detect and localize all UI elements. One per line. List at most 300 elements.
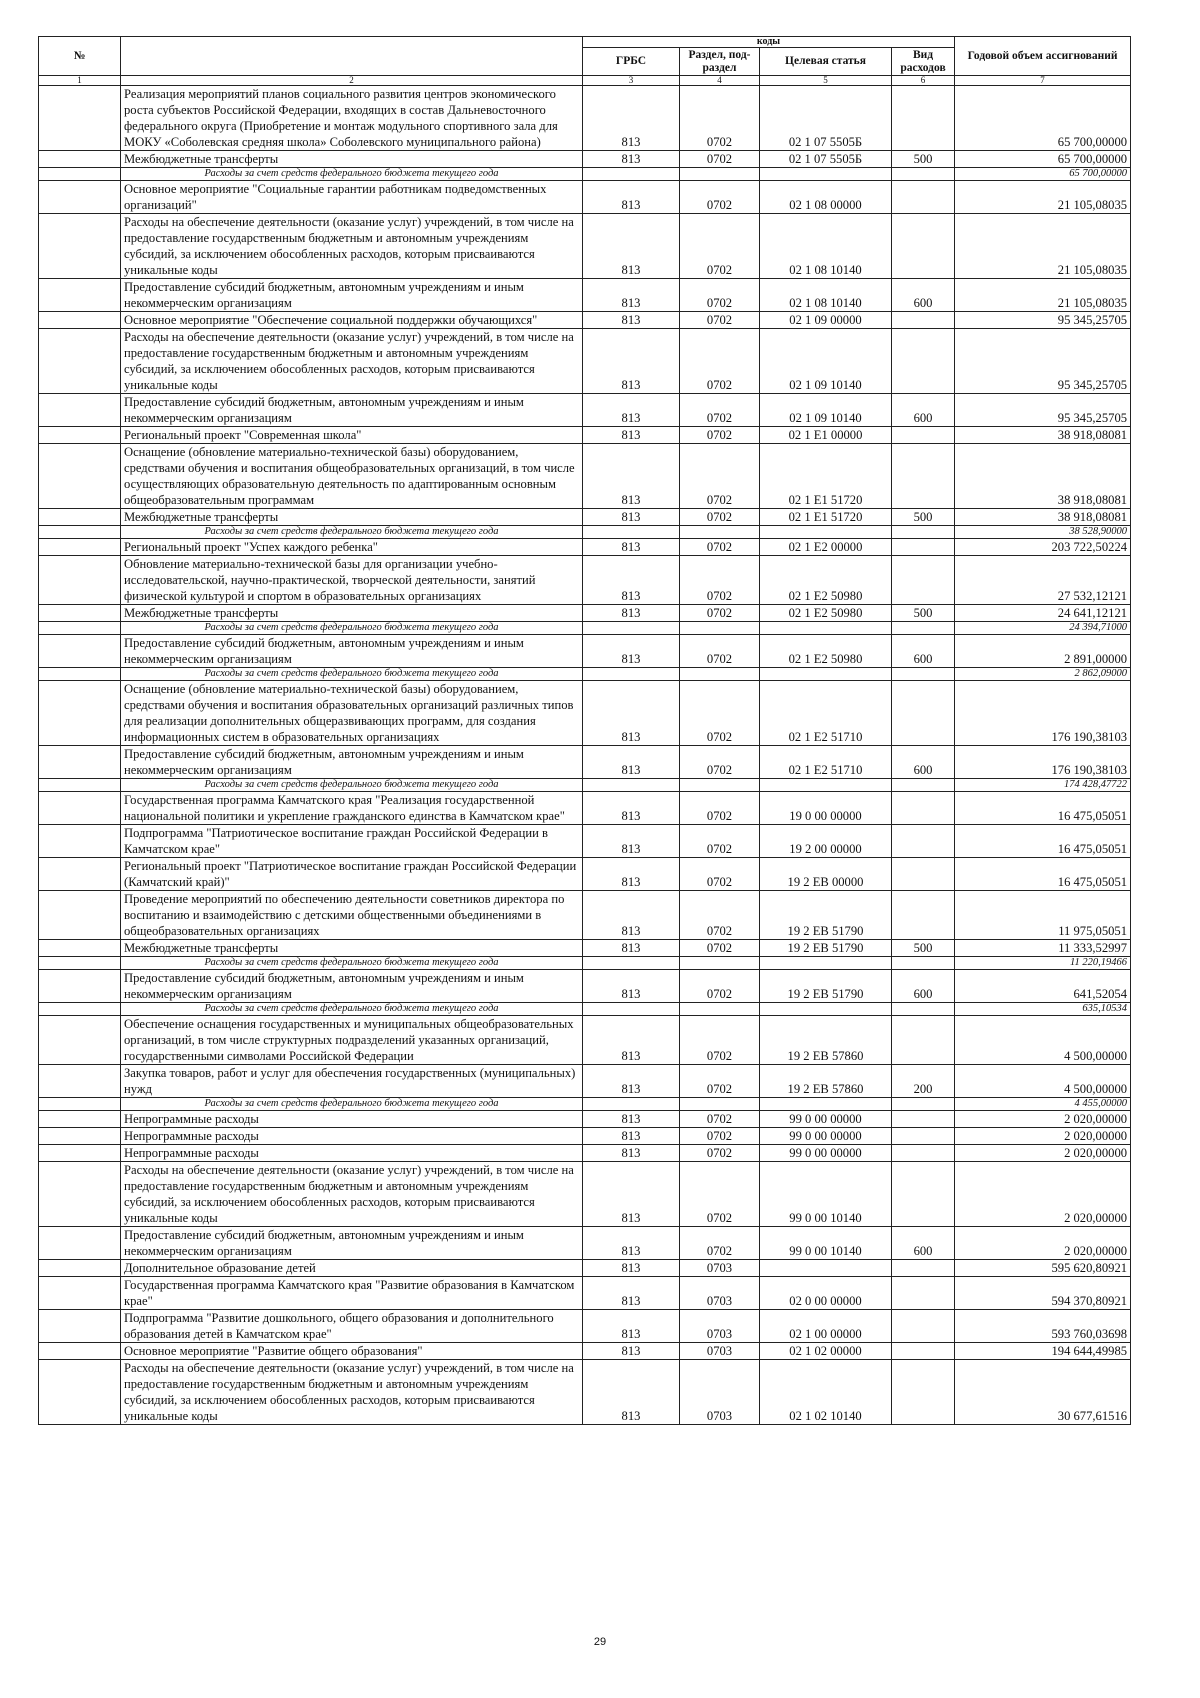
table-row [39,556,1131,605]
vid-cell [892,668,955,681]
grbs-cell [583,957,680,970]
amount-cell: 21 105,08035 [955,214,1131,279]
amount-cell: 11 975,05051 [955,891,1131,940]
razdel-cell: 0702 [680,394,760,427]
subrow-label: Расходы за счет средств федерального бюджета текущего года [121,526,583,539]
row-number-cell [39,509,121,526]
item-name-cell: Основное мероприятие "Обеспечение социальной поддержки обучающихся" [121,312,583,329]
target-cell: 19 2 EB 51790 [760,940,892,957]
subrow-label: Расходы за счет средств федерального бюджета текущего года [121,168,583,181]
vid-cell [892,86,955,151]
target-cell: 99 0 00 00000 [760,1128,892,1145]
row-number-cell [39,1003,121,1016]
row-number-cell [39,181,121,214]
razdel-cell: 0702 [680,509,760,526]
table-row [39,1016,1131,1065]
row-number-cell [39,444,121,509]
grbs-cell: 813 [583,151,680,168]
razdel-cell: 0702 [680,329,760,394]
row-number-cell [39,279,121,312]
razdel-cell: 0702 [680,556,760,605]
row-number-cell [39,635,121,668]
vid-cell: 600 [892,1227,955,1260]
table-subrow [39,1098,1131,1111]
amount-cell: 594 370,80921 [955,1277,1131,1310]
vid-cell [892,1003,955,1016]
amount-cell: 16 475,05051 [955,858,1131,891]
amount-cell: 2 020,00000 [955,1227,1131,1260]
grbs-cell: 813 [583,1111,680,1128]
razdel-cell: 0702 [680,181,760,214]
grbs-cell [583,526,680,539]
razdel-cell: 0702 [680,214,760,279]
grbs-cell: 813 [583,681,680,746]
razdel-cell: 0702 [680,681,760,746]
target-cell: 02 1 E2 51710 [760,746,892,779]
table-row [39,681,1131,746]
razdel-cell: 0702 [680,635,760,668]
header-target: Целевая статья [760,48,892,76]
target-cell: 19 2 EB 51790 [760,970,892,1003]
item-name-cell: Предоставление субсидий бюджетным, автономным учреждениям и иным некоммерческим организациям [121,635,583,668]
grbs-cell: 813 [583,858,680,891]
vid-cell: 500 [892,509,955,526]
target-cell: 19 0 00 00000 [760,792,892,825]
row-number-cell [39,746,121,779]
razdel-cell: 0702 [680,1145,760,1162]
grbs-cell: 813 [583,1227,680,1260]
grbs-cell: 813 [583,1128,680,1145]
item-name-cell: Предоставление субсидий бюджетным, автономным учреждениям и иным некоммерческим организациям [121,970,583,1003]
row-number-cell [39,329,121,394]
item-name-cell: Обеспечение оснащения государственных и муниципальных общеобразовательных организаций, в том числе структурных подразделений указанных организаций, государственными символами Российской Федерации [121,1016,583,1065]
table-row [39,279,1131,312]
vid-cell [892,427,955,444]
table-row [39,539,1131,556]
grbs-cell: 813 [583,444,680,509]
table-row [39,1065,1131,1098]
amount-cell: 16 475,05051 [955,792,1131,825]
grbs-cell [583,779,680,792]
razdel-cell: 0702 [680,1065,760,1098]
vid-cell [892,168,955,181]
target-cell: 02 1 E2 00000 [760,539,892,556]
target-cell: 02 1 08 10140 [760,279,892,312]
vid-cell [892,539,955,556]
grbs-cell: 813 [583,279,680,312]
subrow-label: Расходы за счет средств федерального бюджета текущего года [121,622,583,635]
target-cell: 02 1 09 00000 [760,312,892,329]
vid-cell [892,526,955,539]
table-row [39,86,1131,151]
item-name-cell: Предоставление субсидий бюджетным, автономным учреждениям и иным некоммерческим организациям [121,1227,583,1260]
table-row [39,825,1131,858]
table-row [39,891,1131,940]
row-number-cell [39,1310,121,1343]
vid-cell [892,891,955,940]
razdel-cell: 0702 [680,858,760,891]
amount-cell: 2 891,00000 [955,635,1131,668]
row-number-cell [39,394,121,427]
vid-cell [892,1310,955,1343]
row-number-cell [39,681,121,746]
item-name-cell: Дополнительное образование детей [121,1260,583,1277]
table-row [39,151,1131,168]
table-row [39,1277,1131,1310]
target-cell [760,1003,892,1016]
amount-cell: 24 394,71000 [955,622,1131,635]
razdel-cell: 0703 [680,1260,760,1277]
table-subrow [39,168,1131,181]
header-column-numbers [39,76,1131,86]
target-cell: 02 1 E2 51710 [760,681,892,746]
razdel-cell: 0703 [680,1277,760,1310]
target-cell: 19 2 00 00000 [760,825,892,858]
amount-cell: 65 700,00000 [955,151,1131,168]
amount-cell: 38 528,90000 [955,526,1131,539]
item-name-cell: Непрограммные расходы [121,1128,583,1145]
table-row [39,444,1131,509]
row-number-cell [39,86,121,151]
target-cell: 99 0 00 10140 [760,1227,892,1260]
grbs-cell: 813 [583,1343,680,1360]
grbs-cell: 813 [583,556,680,605]
vid-cell [892,329,955,394]
grbs-cell: 813 [583,312,680,329]
item-name-cell: Оснащение (обновление материально-технической базы) оборудованием, средствами обучения и воспитания общеобразовательных организаций, в том числе осуществляющих образовательную деятельность по адаптированным основным общеобразовательным программам [121,444,583,509]
header-number: № [39,37,121,76]
table-row [39,1343,1131,1360]
grbs-cell: 813 [583,394,680,427]
item-name-cell: Региональный проект "Современная школа" [121,427,583,444]
grbs-cell: 813 [583,746,680,779]
vid-cell [892,444,955,509]
column-number: 4 [680,76,760,86]
razdel-cell: 0702 [680,940,760,957]
row-number-cell [39,1145,121,1162]
table-row [39,1111,1131,1128]
subrow-label: Расходы за счет средств федерального бюджета текущего года [121,1003,583,1016]
razdel-cell: 0702 [680,891,760,940]
amount-cell: 95 345,25705 [955,329,1131,394]
table-row [39,1162,1131,1227]
row-number-cell [39,1277,121,1310]
amount-cell: 176 190,38103 [955,746,1131,779]
row-number-cell [39,622,121,635]
table-body [39,86,1131,1425]
item-name-cell: Расходы на обеспечение деятельности (оказание услуг) учреждений, в том числе на предоставление государственным бюджетным и автономным учреждениям субсидий, за исключением обособленных расходов, которым присваиваются уникальные коды [121,1360,583,1425]
amount-cell: 194 644,49985 [955,1343,1131,1360]
razdel-cell: 0702 [680,1111,760,1128]
target-cell: 02 1 E1 00000 [760,427,892,444]
amount-cell: 38 918,08081 [955,509,1131,526]
budget-table [38,36,1131,1425]
grbs-cell: 813 [583,86,680,151]
vid-cell [892,858,955,891]
razdel-cell: 0703 [680,1310,760,1343]
razdel-cell [680,622,760,635]
table-row [39,605,1131,622]
vid-cell [892,957,955,970]
amount-cell: 2 020,00000 [955,1162,1131,1227]
target-cell: 02 1 09 10140 [760,394,892,427]
row-number-cell [39,970,121,1003]
item-name-cell: Предоставление субсидий бюджетным, автономным учреждениям и иным некоммерческим организациям [121,746,583,779]
target-cell: 02 1 E2 50980 [760,556,892,605]
target-cell: 02 1 08 00000 [760,181,892,214]
target-cell [760,1098,892,1111]
target-cell: 02 1 07 5505Б [760,151,892,168]
amount-cell: 24 641,12121 [955,605,1131,622]
amount-cell: 174 428,47722 [955,779,1131,792]
target-cell: 02 1 02 10140 [760,1360,892,1425]
vid-cell [892,181,955,214]
vid-cell [892,622,955,635]
target-cell: 19 2 EB 00000 [760,858,892,891]
target-cell: 02 1 07 5505Б [760,86,892,151]
table-row [39,509,1131,526]
amount-cell: 641,52054 [955,970,1131,1003]
amount-cell: 16 475,05051 [955,825,1131,858]
vid-cell [892,792,955,825]
target-cell [760,526,892,539]
target-cell: 19 2 EB 57860 [760,1065,892,1098]
item-name-cell: Межбюджетные трансферты [121,940,583,957]
target-cell [760,957,892,970]
amount-cell: 30 677,61516 [955,1360,1131,1425]
grbs-cell [583,622,680,635]
table-row [39,970,1131,1003]
vid-cell: 600 [892,394,955,427]
target-cell: 02 1 E1 51720 [760,444,892,509]
table-row [39,635,1131,668]
amount-cell: 4 500,00000 [955,1065,1131,1098]
vid-cell [892,1360,955,1425]
grbs-cell: 813 [583,1145,680,1162]
vid-cell: 600 [892,970,955,1003]
row-number-cell [39,605,121,622]
vid-cell [892,779,955,792]
razdel-cell: 0702 [680,825,760,858]
target-cell [760,668,892,681]
column-number: 3 [583,76,680,86]
row-number-cell [39,1065,121,1098]
grbs-cell [583,1098,680,1111]
amount-cell: 38 918,08081 [955,444,1131,509]
vid-cell [892,214,955,279]
item-name-cell: Основное мероприятие "Социальные гарантии работникам подведомственных организаций" [121,181,583,214]
amount-cell: 38 918,08081 [955,427,1131,444]
target-cell: 02 1 00 00000 [760,1310,892,1343]
vid-cell: 600 [892,279,955,312]
row-number-cell [39,312,121,329]
vid-cell [892,1098,955,1111]
razdel-cell: 0702 [680,1016,760,1065]
amount-cell: 21 105,08035 [955,181,1131,214]
grbs-cell: 813 [583,1310,680,1343]
row-number-cell [39,1098,121,1111]
grbs-cell: 813 [583,1360,680,1425]
grbs-cell [583,668,680,681]
table-row [39,394,1131,427]
item-name-cell: Предоставление субсидий бюджетным, автономным учреждениям и иным некоммерческим организациям [121,394,583,427]
razdel-cell [680,668,760,681]
razdel-cell: 0703 [680,1360,760,1425]
amount-cell: 21 105,08035 [955,279,1131,312]
grbs-cell: 813 [583,1260,680,1277]
item-name-cell: Межбюджетные трансферты [121,605,583,622]
amount-cell: 2 020,00000 [955,1128,1131,1145]
vid-cell: 500 [892,151,955,168]
razdel-cell [680,779,760,792]
subrow-label: Расходы за счет средств федерального бюджета текущего года [121,1098,583,1111]
target-cell: 02 1 09 10140 [760,329,892,394]
vid-cell [892,681,955,746]
razdel-cell [680,526,760,539]
target-cell: 99 0 00 00000 [760,1145,892,1162]
row-number-cell [39,1360,121,1425]
razdel-cell: 0702 [680,792,760,825]
grbs-cell: 813 [583,605,680,622]
target-cell [760,622,892,635]
item-name-cell: Государственная программа Камчатского края "Развитие образования в Камчатском крае" [121,1277,583,1310]
razdel-cell: 0702 [680,86,760,151]
item-name-cell: Подпрограмма "Развитие дошкольного, общего образования и дополнительного образования детей в Камчатском крае" [121,1310,583,1343]
vid-cell: 600 [892,635,955,668]
item-name-cell: Предоставление субсидий бюджетным, автономным учреждениям и иным некоммерческим организациям [121,279,583,312]
target-cell: 19 2 EB 51790 [760,891,892,940]
table-row [39,427,1131,444]
table-subrow [39,957,1131,970]
table-row [39,1145,1131,1162]
item-name-cell: Проведение мероприятий по обеспечению деятельности советников директора по воспитанию и взаимодействию с детскими общественными объединениями в общеобразовательных организациях [121,891,583,940]
row-number-cell [39,940,121,957]
row-number-cell [39,825,121,858]
row-number-cell [39,526,121,539]
item-name-cell: Расходы на обеспечение деятельности (оказание услуг) учреждений, в том числе на предоставление государственным бюджетным и автономным учреждениям субсидий, за исключением обособленных расходов, которым присваиваются уникальные коды [121,1162,583,1227]
amount-cell: 95 345,25705 [955,394,1131,427]
grbs-cell: 813 [583,1016,680,1065]
grbs-cell: 813 [583,825,680,858]
table-row [39,792,1131,825]
target-cell: 02 1 E1 51720 [760,509,892,526]
grbs-cell: 813 [583,792,680,825]
amount-cell: 4 500,00000 [955,1016,1131,1065]
table-row [39,1128,1131,1145]
razdel-cell [680,1003,760,1016]
row-number-cell [39,1128,121,1145]
item-name-cell: Непрограммные расходы [121,1111,583,1128]
amount-cell: 11 333,52997 [955,940,1131,957]
target-cell [760,779,892,792]
table-subrow [39,1003,1131,1016]
row-number-cell [39,539,121,556]
header-name [121,37,583,76]
target-cell: 19 2 EB 57860 [760,1016,892,1065]
vid-cell [892,1162,955,1227]
razdel-cell: 0702 [680,1227,760,1260]
razdel-cell: 0702 [680,605,760,622]
row-number-cell [39,858,121,891]
row-number-cell [39,1162,121,1227]
vid-cell: 500 [892,605,955,622]
grbs-cell: 813 [583,1162,680,1227]
row-number-cell [39,1343,121,1360]
razdel-cell [680,168,760,181]
vid-cell [892,1343,955,1360]
vid-cell [892,1277,955,1310]
subrow-label: Расходы за счет средств федерального бюджета текущего года [121,668,583,681]
amount-cell: 2 862,09000 [955,668,1131,681]
target-cell [760,1260,892,1277]
target-cell: 99 0 00 10140 [760,1162,892,1227]
razdel-cell: 0702 [680,539,760,556]
grbs-cell: 813 [583,635,680,668]
item-name-cell: Непрограммные расходы [121,1145,583,1162]
amount-cell: 95 345,25705 [955,312,1131,329]
vid-cell [892,1128,955,1145]
item-name-cell: Межбюджетные трансферты [121,509,583,526]
grbs-cell: 813 [583,509,680,526]
header-volume: Годовой объем ассигнований [955,37,1131,76]
vid-cell [892,556,955,605]
vid-cell [892,1145,955,1162]
row-number-cell [39,214,121,279]
row-number-cell [39,151,121,168]
row-number-cell [39,1016,121,1065]
row-number-cell [39,668,121,681]
table-subrow [39,526,1131,539]
amount-cell: 635,10534 [955,1003,1131,1016]
target-cell: 02 1 E2 50980 [760,605,892,622]
column-number: 6 [892,76,955,86]
razdel-cell: 0702 [680,970,760,1003]
table-row [39,1227,1131,1260]
amount-cell: 203 722,50224 [955,539,1131,556]
item-name-cell: Расходы на обеспечение деятельности (оказание услуг) учреждений, в том числе на предоставление государственным бюджетным и автономным учреждениям субсидий, за исключением обособленных расходов, которым присваиваются уникальные коды [121,214,583,279]
column-number: 2 [121,76,583,86]
target-cell: 02 0 00 00000 [760,1277,892,1310]
item-name-cell: Государственная программа Камчатского края "Реализация государственной национальной политики и укрепление гражданского единства в Камчатском крае" [121,792,583,825]
item-name-cell: Обновление материально-технической базы для организации учебно-исследовательской, научно-практической, творческой деятельности, занятий физической культурой и спортом в образовательных организациях [121,556,583,605]
amount-cell: 65 700,00000 [955,86,1131,151]
item-name-cell: Подпрограмма "Патриотическое воспитание граждан Российской Федерации в Камчатском крае" [121,825,583,858]
grbs-cell: 813 [583,940,680,957]
subrow-label: Расходы за счет средств федерального бюджета текущего года [121,957,583,970]
page-number: 29 [593,1636,607,1648]
amount-cell: 27 532,12121 [955,556,1131,605]
row-number-cell [39,427,121,444]
item-name-cell: Основное мероприятие "Развитие общего образования" [121,1343,583,1360]
budget-table-page [38,36,1130,1425]
grbs-cell [583,168,680,181]
razdel-cell: 0702 [680,1128,760,1145]
row-number-cell [39,1111,121,1128]
column-number: 1 [39,76,121,86]
razdel-cell: 0702 [680,427,760,444]
grbs-cell: 813 [583,329,680,394]
table-row [39,214,1131,279]
row-number-cell [39,168,121,181]
razdel-cell: 0702 [680,151,760,168]
grbs-cell: 813 [583,181,680,214]
amount-cell: 2 020,00000 [955,1145,1131,1162]
razdel-cell: 0702 [680,746,760,779]
table-row [39,312,1131,329]
table-row [39,746,1131,779]
vid-cell [892,1111,955,1128]
header-vid: Вид расходов [892,48,955,76]
